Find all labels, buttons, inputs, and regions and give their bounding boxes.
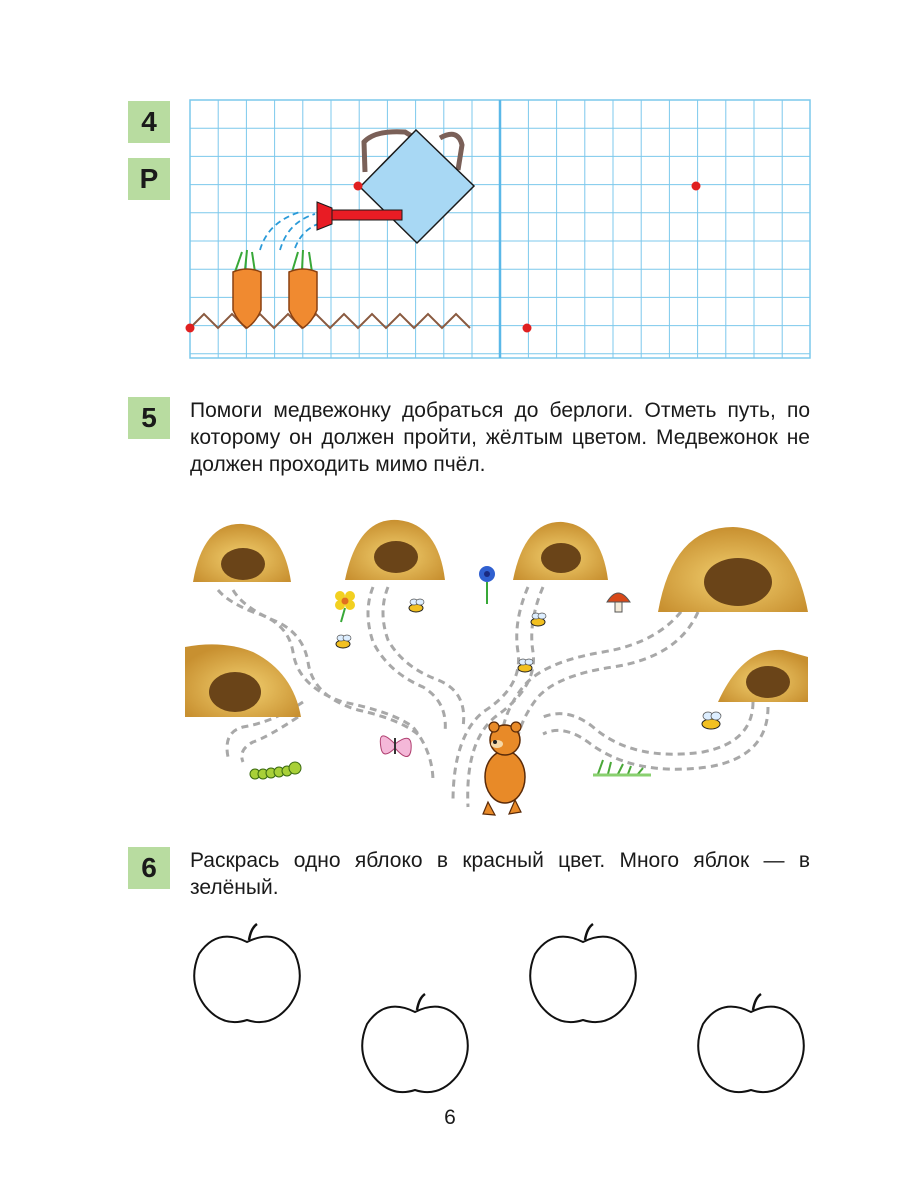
grid-drawing-area[interactable] <box>190 100 810 360</box>
task-5-number: 5 <box>128 397 170 439</box>
bee-icon <box>409 599 424 612</box>
carrot-icon <box>233 250 261 328</box>
bear-den-icon <box>658 527 808 612</box>
bear-den-icon <box>193 524 291 582</box>
task-4-subnumber: Р <box>128 158 170 200</box>
task-4-number: 4 <box>128 101 170 143</box>
apples-area <box>185 920 805 1100</box>
task-5-instruction: Помоги медвежонку добраться до берлоги. Отметь путь, по которому он должен пройти, жёлтым цветом. Медвежонок не должен проходить мимо пчёл. <box>190 399 810 476</box>
blue-flower-icon <box>479 566 495 604</box>
butterfly-icon <box>380 736 411 757</box>
caterpillar-icon <box>250 762 301 779</box>
bee-icon <box>336 635 351 648</box>
bear-den-icon <box>513 522 608 580</box>
bear-cub-icon <box>483 722 525 815</box>
bee-icon <box>702 712 721 729</box>
bear-den-icon <box>185 644 301 717</box>
carrot-icon <box>289 250 317 328</box>
grid-dot <box>692 182 701 191</box>
bee-icon <box>531 613 546 626</box>
grid-dot <box>354 182 363 191</box>
grid-dot <box>523 324 532 333</box>
task-6-instruction: Раскрась одно яблоко в красный цвет. Много яблок — в зелёный. <box>190 849 810 899</box>
grid-dot <box>186 324 195 333</box>
maze-illustration[interactable] <box>183 512 813 822</box>
page-number: 6 <box>444 1106 456 1129</box>
water-spray <box>260 212 318 250</box>
task-6-number: 6 <box>128 847 170 889</box>
apple-outline-icon[interactable] <box>698 994 804 1092</box>
apple-outline-icon[interactable] <box>530 924 636 1022</box>
watering-can-icon <box>317 130 474 243</box>
apple-outline-icon[interactable] <box>194 924 300 1022</box>
grass-icon <box>593 760 651 775</box>
bear-den-icon <box>345 520 445 580</box>
mushroom-icon <box>607 593 630 612</box>
apple-outline-icon[interactable] <box>362 994 468 1092</box>
bear-den-icon <box>718 650 808 702</box>
bee-icon <box>518 659 533 672</box>
yellow-flower-icon <box>335 591 355 622</box>
